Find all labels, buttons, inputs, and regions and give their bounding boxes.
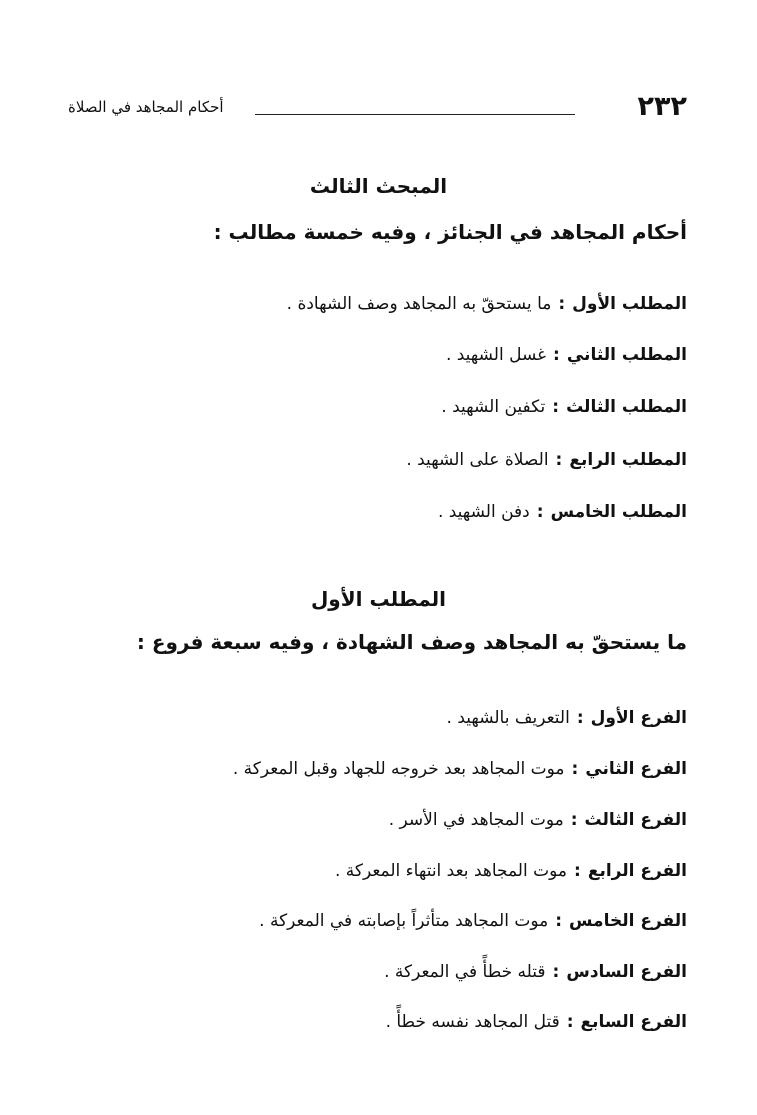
item-separator: : [552,397,560,417]
item-label: المطلب الخامس [550,502,687,522]
list-item [446,345,687,365]
item-separator: : [566,1012,574,1032]
item-text: تكفين الشهيد . [441,397,546,417]
item-text: دفن الشهيد . [437,502,530,522]
item-separator: : [555,450,563,470]
item-text: موت المجاهد متأثراً بإصابته في المعركة . [259,911,549,931]
list-item [447,708,687,728]
section-subtitle-matlab: ما يستحقّ به المجاهد وصف الشهادة ، وفيه سبعة فروع : [136,630,687,654]
item-text: قتله خطأً في المعركة . [384,962,546,982]
item-text: التعريف بالشهيد . [446,708,570,728]
item-label: المطلب الرابع [569,450,687,470]
item-separator: : [576,708,584,728]
list-item [441,397,687,417]
item-text: موت المجاهد بعد انتهاء المعركة . [334,861,568,881]
item-label: الفرع الثالث [584,810,687,830]
list-item [389,810,687,830]
item-separator: : [555,911,563,931]
item-label: المطلب الثالث [566,397,687,417]
list-item [384,962,687,982]
item-separator: : [574,861,581,881]
header-rule [255,114,575,115]
item-label: الفرع السابع [580,1012,687,1032]
item-separator: : [536,502,544,522]
list-item [287,294,687,314]
item-label: الفرع الأول [590,708,687,728]
item-label: المطلب الأول [572,294,687,314]
section-title-mabhath: المبحث الثالث [309,174,448,198]
page-number: ٢٣٢ [637,91,687,122]
list-item [438,502,687,522]
item-separator: : [570,810,578,830]
running-header [68,92,687,132]
item-text: ما يستحقّ به المجاهد وصف الشهادة . [286,294,552,314]
list-item [233,759,687,779]
list-item [335,861,687,881]
item-separator: : [552,962,560,982]
item-text: الصلاة على الشهيد . [406,450,549,470]
running-title: أحكام المجاهد في الصلاة [68,98,224,116]
list-item [259,911,687,931]
item-separator: : [558,294,566,314]
item-text: موت المجاهد في الأسر . [388,810,564,830]
item-separator: : [553,345,560,365]
item-label: الفرع الخامس [569,911,687,931]
item-text: غسل الشهيد . [445,345,547,365]
item-label: الفرع الثاني [585,759,687,779]
item-text: قتل المجاهد نفسه خطأً . [385,1012,560,1032]
section-title-matlab: المطلب الأول [310,587,447,611]
list-item [386,1012,687,1032]
item-label: الفرع الرابع [587,861,687,881]
item-label: الفرع السادس [566,962,687,982]
section-subtitle-mabhath: أحكام المجاهد في الجنائز ، وفيه خمسة مطالب : [213,220,687,244]
item-separator: : [571,759,579,779]
item-label: المطلب الثاني [566,345,687,365]
item-text: موت المجاهد بعد خروجه للجهاد وقبل المعركة . [232,759,565,779]
list-item [406,450,687,470]
